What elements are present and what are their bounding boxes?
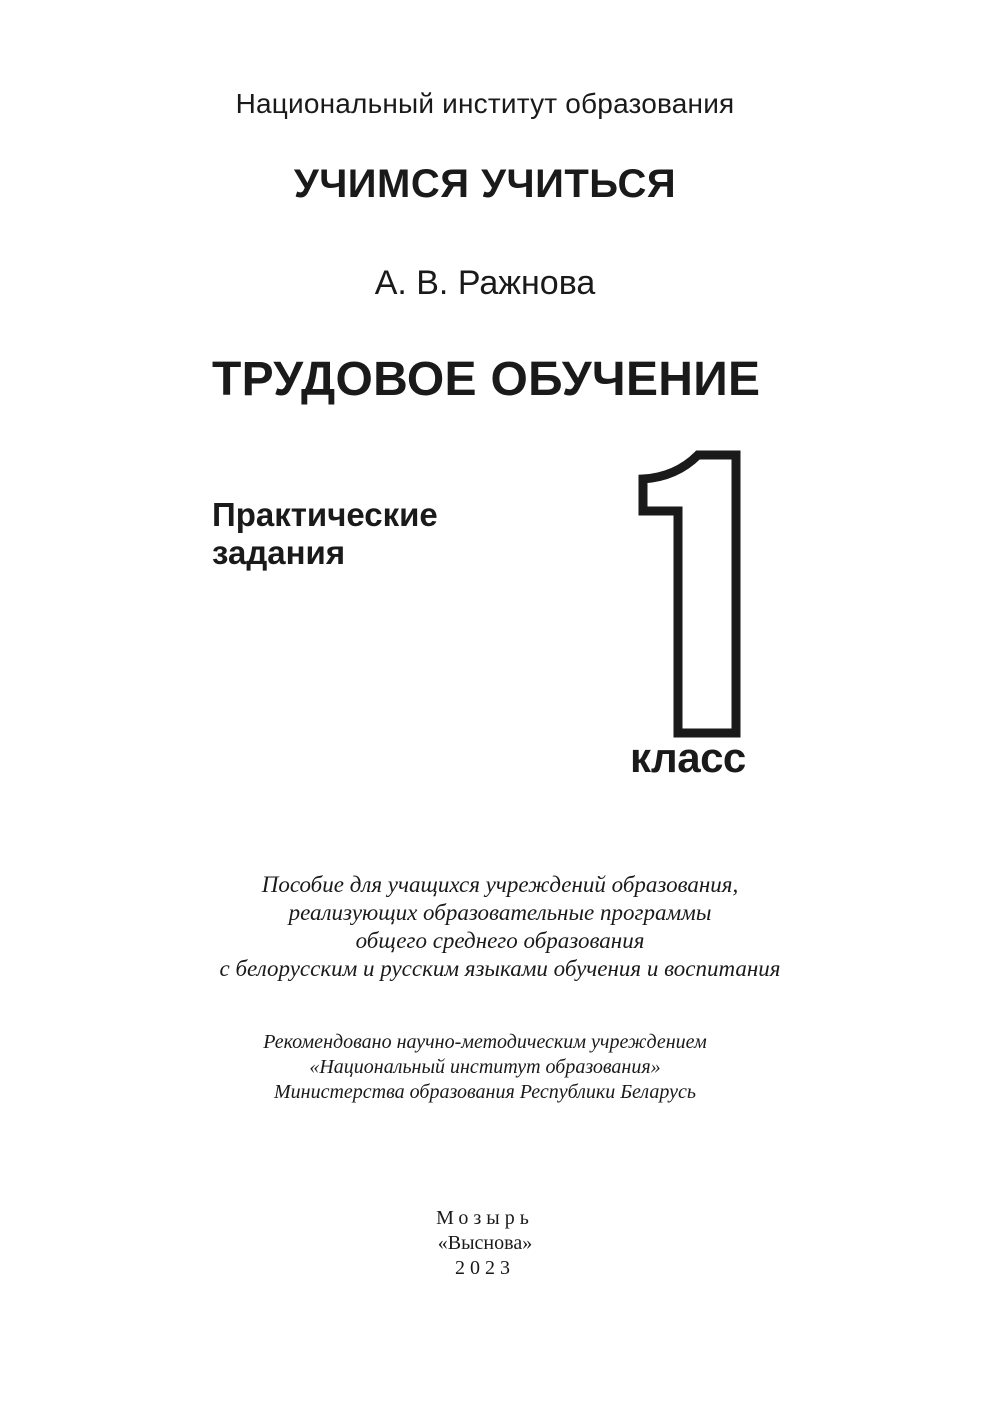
description-line-4: с белорусским и русским языками обучения и воспитания — [219, 956, 781, 981]
subject-title: ТРУДОВОЕ ОБУЧЕНИЕ — [212, 353, 761, 406]
publisher-block — [0, 1206, 970, 1281]
recommendation-line-1: Рекомендовано научно-методическим учреждением — [263, 1031, 707, 1053]
description-line-1: Пособие для учащихся учреждений образования, — [261, 872, 739, 897]
publisher-name: «Выснова» — [437, 1232, 533, 1254]
publisher-city: Мозырь — [436, 1207, 534, 1229]
subtitle-line-2: задания — [212, 534, 346, 571]
institute-name: Национальный институт образования — [235, 88, 735, 119]
series-title: УЧИМСЯ УЧИТЬСЯ — [293, 162, 677, 206]
description-line-2: реализующих образовательные программы — [288, 900, 712, 925]
recommendation-note — [0, 1030, 970, 1105]
subtitle — [212, 496, 438, 572]
description-line-3: общего среднего образования — [355, 928, 645, 953]
subtitle-line-1: Практические — [212, 496, 438, 533]
recommendation-line-3: Министерства образования Республики Беларусь — [274, 1081, 696, 1103]
publication-year: 2023 — [455, 1257, 515, 1279]
grade-number-outline — [630, 448, 750, 748]
author-name: А. В. Ражнова — [374, 264, 596, 302]
recommendation-line-2: «Национальный институт образования» — [309, 1056, 661, 1078]
book-description — [0, 871, 1000, 983]
grade-label: класс — [630, 734, 746, 781]
